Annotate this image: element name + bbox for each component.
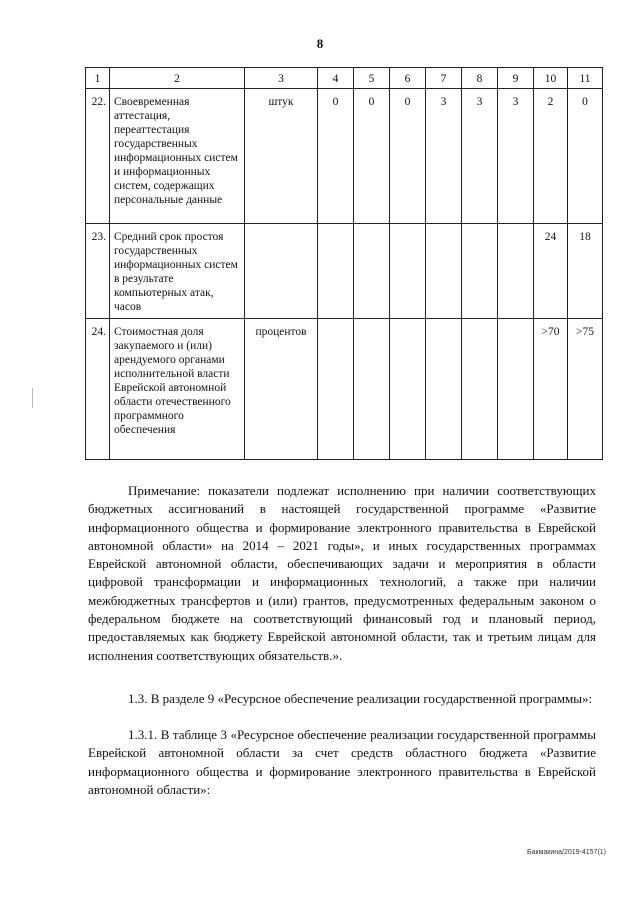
section-1-3-paragraph: 1.3. В разделе 9 «Ресурсное обеспечение реализации государственной программы»: <box>128 691 593 706</box>
note-paragraph: Примечание: показатели подлежат исполнению при наличии соответствующих бюджетных ассигнований в настоящей государственной программе «Развитие информационного общества и формирование электронного правительства в Еврейской автономной области» на 2014 – 2021 годы», и иных государственных программах Еврейской автономной области, обеспечивающих задачи и мероприятия в области цифровой трансформации и информационных технологий, а также при наличии межбюджетных трансфертов и (или) грантов, предусмотренных федеральным законом о федеральном бюджете на соответствующий финансовый год и плановый период, предоставляемых как бюджету Еврейской автономной области, так и третьим лицам для исполнения соответствующих обязательств.». <box>88 483 596 663</box>
indicator-name: Своевременная аттестация, переаттестация государственных информационных систем и информационных систем, содержащих персональные данные <box>110 89 245 224</box>
unit-cell: штук <box>245 89 318 224</box>
indicator-name: Средний срок простоя государственных информационных систем в результате компьютерных атак, часов <box>110 224 245 319</box>
header-cell: 4 <box>318 68 354 89</box>
margin-mark <box>32 388 33 408</box>
value-cell <box>462 224 498 319</box>
header-cell: 9 <box>498 68 534 89</box>
indicator-name: Стоимостная доля закупаемого и (или) арендуемого органами исполнительной власти Еврейской автономной области отечественного программного обеспечения <box>110 319 245 460</box>
header-cell: 1 <box>86 68 110 89</box>
header-cell: 5 <box>354 68 390 89</box>
value-cell <box>498 319 534 460</box>
value-cell: 24 <box>534 224 568 319</box>
value-cell <box>390 224 426 319</box>
value-cell: >70 <box>534 319 568 460</box>
value-cell <box>426 224 462 319</box>
indicators-table <box>85 67 603 460</box>
table-row <box>86 89 603 224</box>
value-cell: 18 <box>568 224 603 319</box>
value-cell <box>318 224 354 319</box>
value-cell <box>318 319 354 460</box>
value-cell: 3 <box>426 89 462 224</box>
table-row <box>86 319 603 460</box>
value-cell <box>390 319 426 460</box>
value-cell: 0 <box>568 89 603 224</box>
header-cell: 7 <box>426 68 462 89</box>
value-cell <box>354 224 390 319</box>
value-cell: >75 <box>568 319 603 460</box>
header-cell: 6 <box>390 68 426 89</box>
header-cell: 11 <box>568 68 603 89</box>
table-row <box>86 224 603 319</box>
document-footer-code: Бакмакина/2019-4157(1) <box>527 849 606 856</box>
value-cell: 0 <box>354 89 390 224</box>
page-number: 8 <box>316 36 324 51</box>
header-cell: 10 <box>534 68 568 89</box>
value-cell <box>498 224 534 319</box>
header-cell: 8 <box>462 68 498 89</box>
value-cell: 2 <box>534 89 568 224</box>
value-cell: 3 <box>498 89 534 224</box>
unit-cell: процентов <box>245 319 318 460</box>
row-number: 22. <box>86 89 110 224</box>
table-header-row <box>86 68 603 89</box>
header-cell: 2 <box>110 68 245 89</box>
header-cell: 3 <box>245 68 318 89</box>
value-cell: 0 <box>390 89 426 224</box>
value-cell <box>354 319 390 460</box>
value-cell: 3 <box>462 89 498 224</box>
row-number: 23. <box>86 224 110 319</box>
row-number: 24. <box>86 319 110 460</box>
unit-cell <box>245 224 318 319</box>
value-cell: 0 <box>318 89 354 224</box>
section-1-3-1-paragraph: 1.3.1. В таблице 3 «Ресурсное обеспечение реализации государственной программы Еврейской автономной области за счет средств областного бюджета «Развитие информационного общества и формирование электронного правительства в Еврейской автономной области»: <box>88 727 596 797</box>
value-cell <box>462 319 498 460</box>
value-cell <box>426 319 462 460</box>
